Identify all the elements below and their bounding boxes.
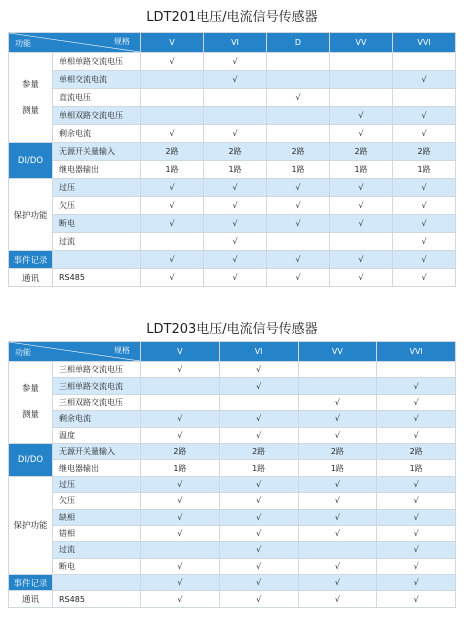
item-label: 继电器输出 [53,460,141,476]
value-cell: √ [298,591,377,607]
column-header: VVI [393,33,456,53]
item-label: 欠压 [53,197,141,215]
table-row [9,143,456,161]
category-line: 测量 [21,105,39,116]
value-cell [219,394,298,410]
table-row [9,179,456,197]
value-cell: √ [298,575,377,591]
value-cell [330,53,393,71]
value-cell [141,542,220,558]
spec-table [8,32,456,287]
table-row [9,476,456,492]
value-cell: √ [330,125,393,143]
category-cell: 事件记录 [9,251,53,269]
value-cell: √ [377,558,456,574]
value-cell: √ [377,591,456,607]
value-cell [377,362,456,378]
value-cell: √ [393,269,456,287]
value-cell [267,233,330,251]
table-title: LDT203电压/电流信号传感器 [146,322,318,337]
spec-table [8,341,456,608]
value-cell: √ [393,125,456,143]
column-header: VVI [377,342,456,362]
column-header: VI [219,342,298,362]
value-cell: √ [377,542,456,558]
value-cell: 1路 [330,161,393,179]
value-cell: √ [330,215,393,233]
table-row [9,394,456,410]
value-cell [267,71,330,89]
table-row [9,269,456,287]
value-cell: √ [330,251,393,269]
value-cell: √ [204,71,267,89]
value-cell: √ [219,542,298,558]
value-cell [141,107,204,125]
value-cell [141,89,204,107]
category-cell: 通讯 [9,269,53,287]
value-cell: √ [204,53,267,71]
item-label: 无源开关量输入 [53,143,141,161]
table-title: LDT201电压/电流信号传感器 [146,10,318,25]
value-cell: √ [204,125,267,143]
value-cell: √ [330,107,393,125]
value-cell [298,542,377,558]
table-row [9,362,456,378]
value-cell: 2路 [204,143,267,161]
item-label: 剩余电流 [53,411,141,427]
category-cell: 通讯 [9,591,53,607]
value-cell [141,71,204,89]
value-cell: √ [219,558,298,574]
value-cell: √ [141,362,220,378]
column-header: VI [204,33,267,53]
value-cell [393,53,456,71]
value-cell: √ [141,509,220,525]
item-label: 错相 [53,525,141,541]
value-cell: √ [141,251,204,269]
column-header: D [267,33,330,53]
value-cell [330,71,393,89]
value-cell: √ [298,411,377,427]
value-cell: √ [267,89,330,107]
value-cell: √ [393,71,456,89]
value-cell: √ [141,427,220,443]
table-row [9,575,456,591]
item-label: 无源开关量输入 [53,443,141,459]
value-cell: 1路 [298,460,377,476]
table-row [9,427,456,443]
value-cell: √ [267,197,330,215]
table-row [9,591,456,607]
column-header: V [141,33,204,53]
table-row [9,233,456,251]
item-label: 过流 [53,542,141,558]
value-cell: √ [141,591,220,607]
value-cell: √ [219,575,298,591]
value-cell [204,89,267,107]
item-label [53,251,141,269]
table-row [9,197,456,215]
item-label: 直流电压 [53,89,141,107]
item-label: 三相单路交流电压 [53,362,141,378]
value-cell [141,233,204,251]
value-cell [267,125,330,143]
table-row [9,542,456,558]
table-row [9,525,456,541]
value-cell: √ [204,233,267,251]
value-cell [267,53,330,71]
value-cell: 2路 [330,143,393,161]
value-cell: √ [219,362,298,378]
value-cell: √ [141,269,204,287]
item-label: 剩余电流 [53,125,141,143]
value-cell: √ [219,476,298,492]
value-cell: √ [219,525,298,541]
value-cell: 1路 [267,161,330,179]
table-row [9,107,456,125]
item-label: 过压 [53,476,141,492]
table-row [9,378,456,394]
value-cell: 1路 [219,460,298,476]
value-cell: √ [204,251,267,269]
value-cell: √ [330,269,393,287]
value-cell: √ [141,53,204,71]
value-cell: 2路 [141,143,204,161]
value-cell: √ [298,493,377,509]
value-cell: √ [141,525,220,541]
header-spec-label: 规格 [114,346,130,355]
item-label: 三相双路交流电压 [53,394,141,410]
value-cell: √ [141,493,220,509]
value-cell: 2路 [377,443,456,459]
value-cell: √ [141,125,204,143]
item-label: 缺相 [53,509,141,525]
table-row [9,558,456,574]
header-func-label: 功能 [15,39,31,48]
value-cell: 2路 [298,443,377,459]
item-label: 三相单路交流电流 [53,378,141,394]
value-cell: √ [141,476,220,492]
value-cell [393,89,456,107]
header-spec-label: 规格 [114,37,130,46]
category-line: 测量 [21,410,39,421]
value-cell: √ [204,179,267,197]
column-header: VV [298,342,377,362]
value-cell: 2路 [393,143,456,161]
table-row [9,71,456,89]
value-cell: √ [330,179,393,197]
value-cell: √ [141,558,220,574]
item-label: 单相交流电流 [53,71,141,89]
value-cell: √ [298,509,377,525]
column-header: V [141,342,220,362]
value-cell [267,107,330,125]
item-label [53,575,141,591]
table-row [9,493,456,509]
value-cell: √ [393,179,456,197]
value-cell: √ [377,493,456,509]
value-cell: 1路 [377,460,456,476]
value-cell [298,362,377,378]
header-func-label: 功能 [15,348,31,357]
category-cell [9,53,53,143]
value-cell: √ [219,493,298,509]
value-cell: √ [141,411,220,427]
table-row [9,53,456,71]
value-cell: 2路 [141,443,220,459]
table-row [9,89,456,107]
value-cell: √ [141,179,204,197]
value-cell [330,89,393,107]
category-line: 参量 [21,384,39,395]
value-cell: √ [219,378,298,394]
value-cell: √ [393,197,456,215]
value-cell [141,378,220,394]
table-row [9,443,456,459]
value-cell: √ [204,269,267,287]
category-cell: 事件记录 [9,575,53,591]
value-cell: √ [204,215,267,233]
table-row [9,411,456,427]
value-cell: √ [267,215,330,233]
value-cell: √ [393,251,456,269]
value-cell: √ [219,509,298,525]
item-label: 欠压 [53,493,141,509]
value-cell: √ [377,427,456,443]
table-row [9,251,456,269]
item-label: 过流 [53,233,141,251]
value-cell [141,394,220,410]
category-cell: DI/DO [9,443,53,476]
value-cell: √ [219,591,298,607]
value-cell: 1路 [393,161,456,179]
value-cell [330,233,393,251]
item-label: 断电 [53,215,141,233]
table-row [9,161,456,179]
category-line: 参量 [21,79,39,90]
item-label: RS485 [53,269,141,287]
value-cell: √ [377,575,456,591]
value-cell: 1路 [141,161,204,179]
table-row [9,509,456,525]
value-cell: √ [141,575,220,591]
value-cell: √ [219,411,298,427]
value-cell: √ [377,525,456,541]
category-cell: 保护功能 [9,476,53,574]
category-cell: 保护功能 [9,179,53,251]
value-cell: √ [393,233,456,251]
table-row [9,460,456,476]
value-cell: √ [330,197,393,215]
item-label: 过压 [53,179,141,197]
item-label: 继电器输出 [53,161,141,179]
item-label: 单相单路交流电压 [53,53,141,71]
value-cell: 2路 [219,443,298,459]
value-cell: √ [377,394,456,410]
value-cell: √ [377,476,456,492]
value-cell: √ [204,197,267,215]
value-cell: √ [267,179,330,197]
value-cell: √ [298,427,377,443]
value-cell: √ [393,107,456,125]
value-cell [298,378,377,394]
item-label: 断电 [53,558,141,574]
value-cell: √ [267,251,330,269]
item-label: RS485 [53,591,141,607]
value-cell: √ [377,509,456,525]
value-cell: √ [298,558,377,574]
table-row [9,125,456,143]
value-cell: √ [141,197,204,215]
table-row [9,215,456,233]
value-cell: √ [298,394,377,410]
value-cell [204,107,267,125]
value-cell: √ [377,411,456,427]
value-cell: 2路 [267,143,330,161]
item-label: 单相双路交流电压 [53,107,141,125]
value-cell: √ [267,269,330,287]
value-cell: √ [219,427,298,443]
category-cell [9,362,53,444]
value-cell: √ [298,476,377,492]
value-cell: 1路 [141,460,220,476]
item-label: 温度 [53,427,141,443]
value-cell: √ [141,215,204,233]
header-corner-cell [9,33,141,53]
value-cell: √ [298,525,377,541]
value-cell: √ [393,215,456,233]
category-cell: DI/DO [9,143,53,179]
column-header: VV [330,33,393,53]
value-cell: 1路 [204,161,267,179]
header-corner-cell [9,342,141,362]
value-cell: √ [377,378,456,394]
